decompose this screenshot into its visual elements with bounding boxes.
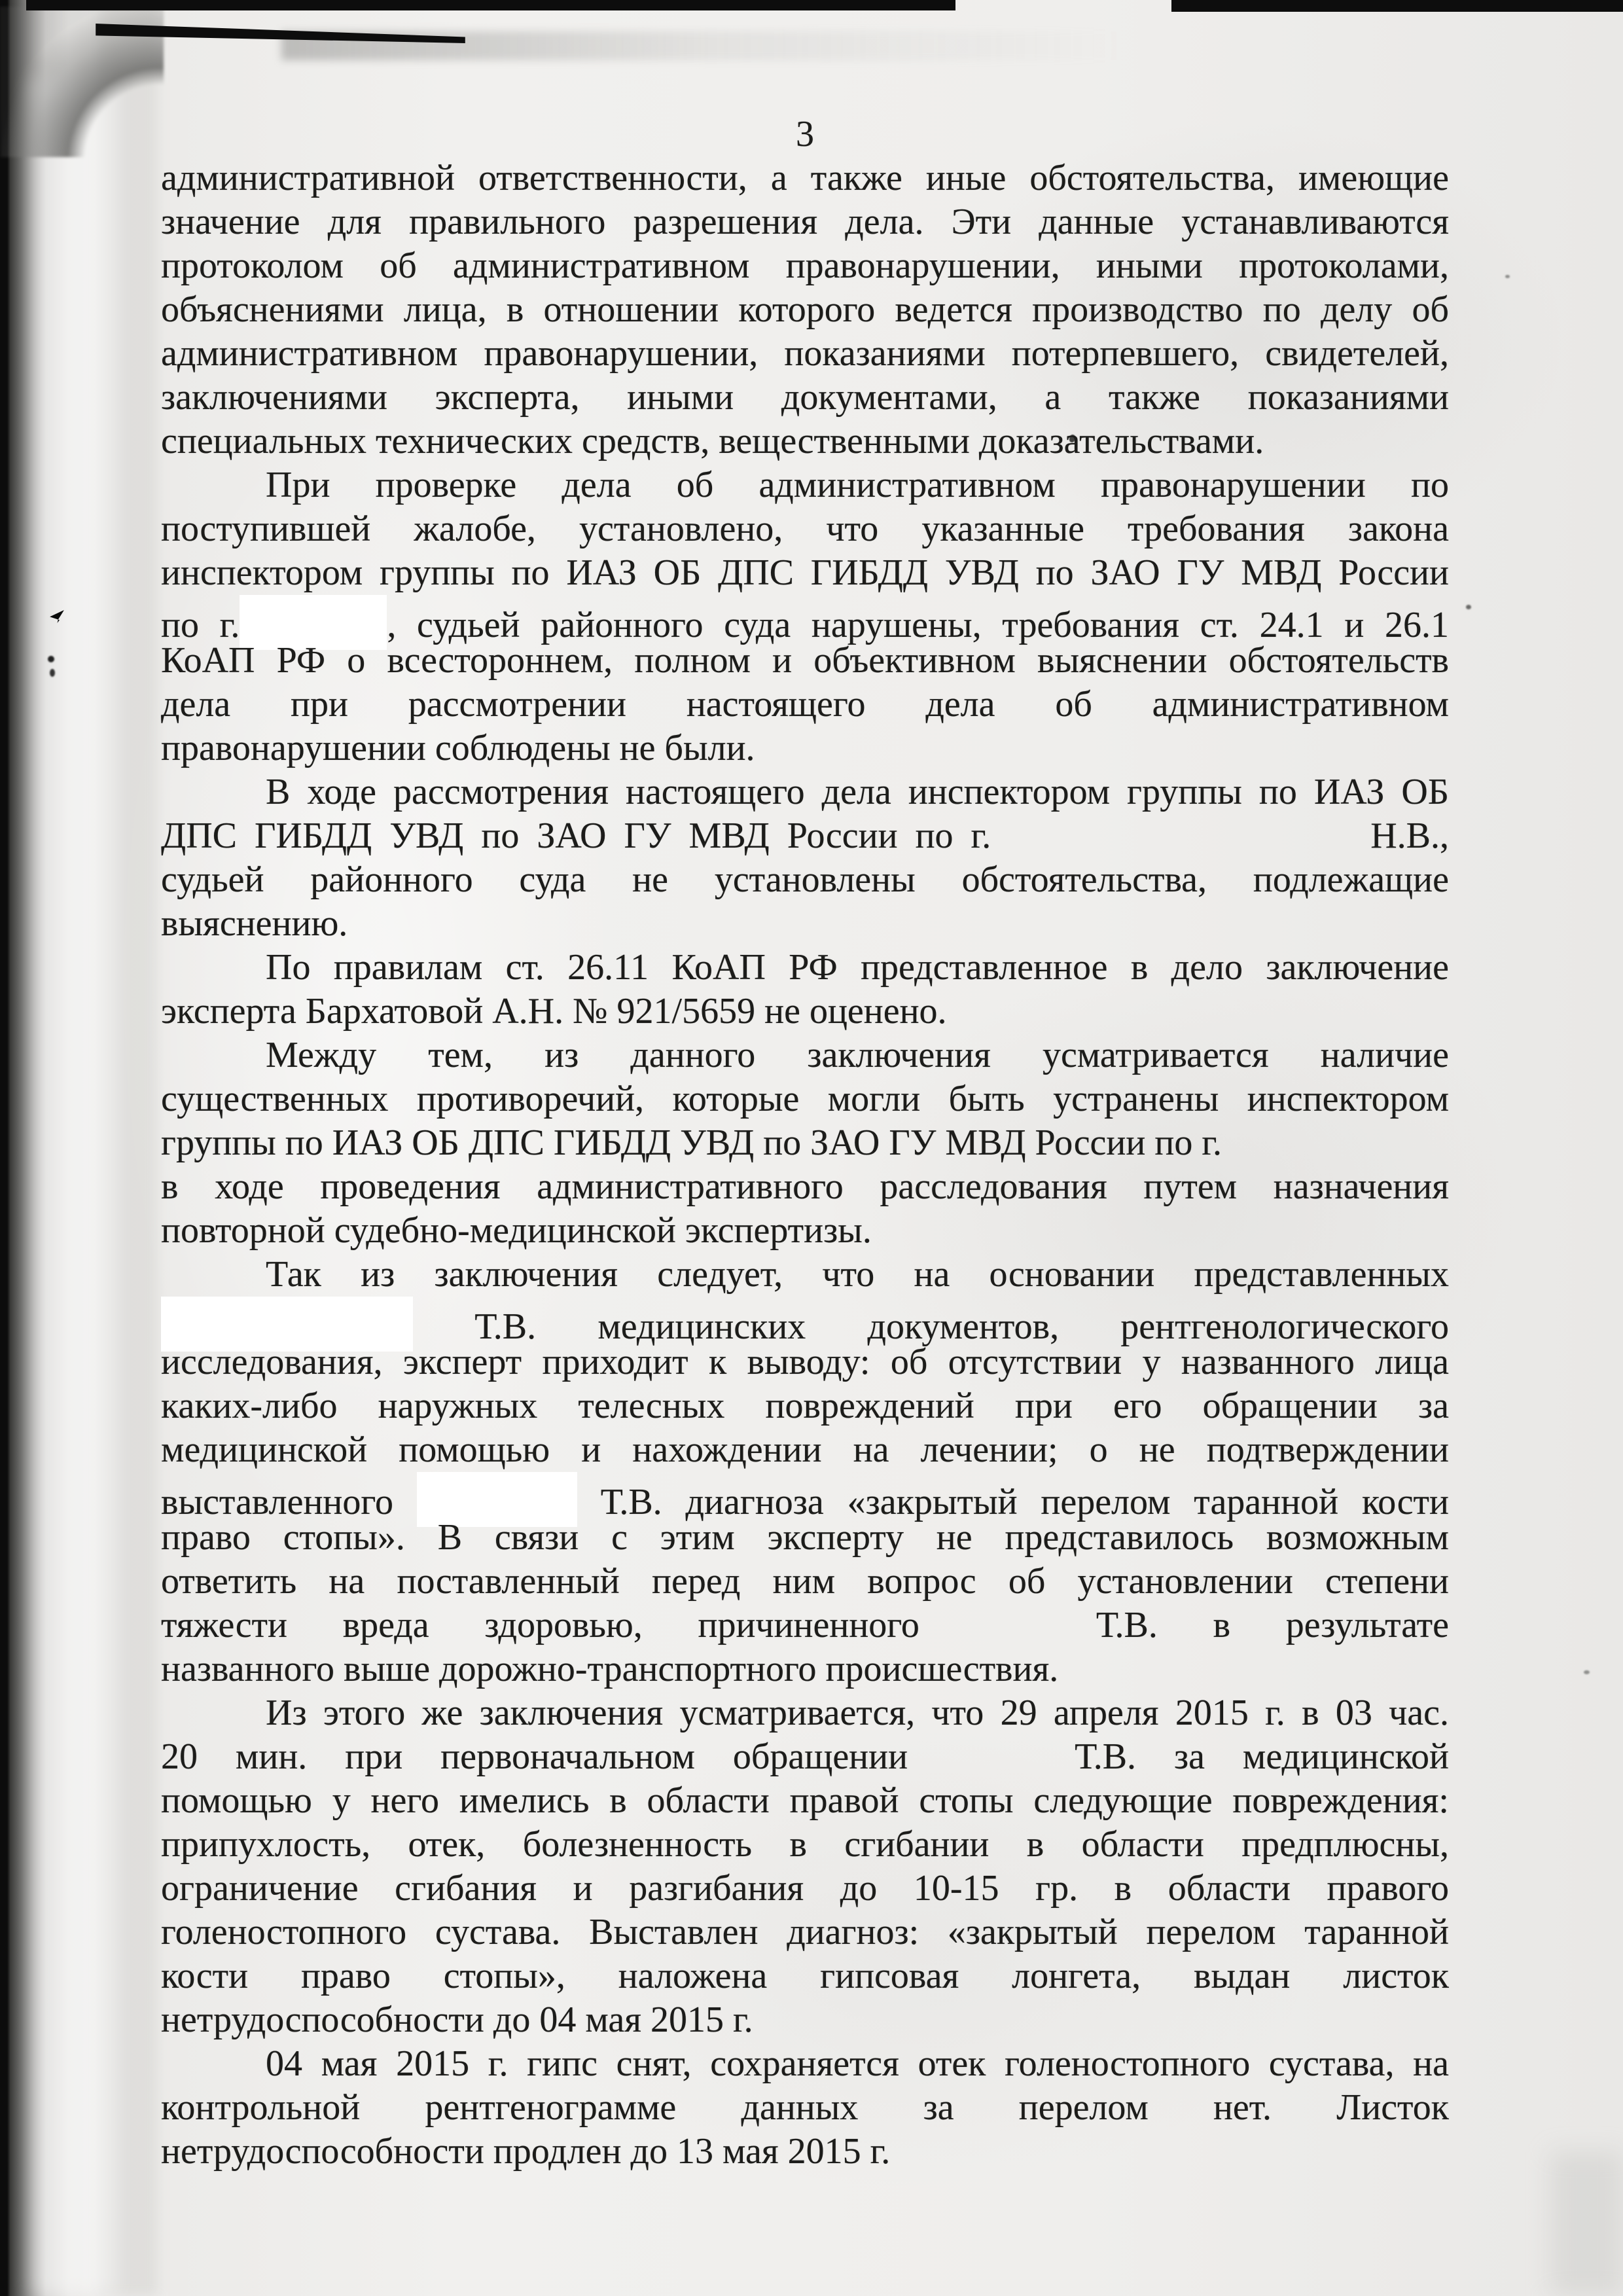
text-line: специальных технических средств, вещественными доказательствами. (161, 421, 1264, 461)
text-line: припухлость, отек, болезненность в сгибании в области предплюсны, (161, 1824, 1449, 1865)
text-line: Так из заключения следует, что на основании представленных (266, 1254, 1449, 1295)
page-number: 3 (796, 114, 814, 154)
text-line: инспектором группы по ИАЗ ОБ ДПС ГИБДД УВД по ЗАО ГУ МВД России (161, 552, 1449, 593)
redaction-gap (991, 847, 1370, 848)
text-line: поступившей жалобе, установлено, что указанные требования закона (161, 509, 1449, 549)
text-line: тяжести вреда здоровью, причиненного Т.В. в результате (161, 1605, 1449, 1645)
paragraph (161, 156, 1449, 463)
margin-ink-dot (48, 656, 54, 662)
text-line: повторной судебно-медицинской экспертизы. (161, 1210, 872, 1251)
text-line: При проверке дела об административном правонарушении по (266, 465, 1449, 505)
paragraph (161, 770, 1449, 946)
paragraph (161, 463, 1449, 770)
paragraph (161, 2042, 1449, 2174)
text-line: исследования, эксперт приходит к выводу: об отсутствии у названного лица (161, 1342, 1449, 1382)
paragraph (161, 946, 1449, 1033)
text-line: административной ответственности, а также иные обстоятельства, имеющие (161, 158, 1449, 198)
text-line: объяснениями лица, в отношении которого ведется производство по делу об (161, 289, 1449, 330)
text-line: в ходе проведения административного расследования путем назначения (161, 1166, 1449, 1207)
text-line: существенных противоречий, которые могли быть устранены инспектором (161, 1079, 1449, 1119)
text-line: нетрудоспособности продлен до 13 мая 2015 г. (161, 2131, 891, 2172)
scan-corner-shade (1551, 2152, 1623, 2296)
text-line: голеностопного сустава. Выставлен диагноз: «закрытый перелом таранной (161, 1912, 1449, 1952)
scan-speck (1505, 275, 1510, 278)
text-line: административном правонарушении, показаниями потерпевшего, свидетелей, (161, 333, 1449, 374)
text-line: 20 мин. при первоначальном обращении Т.В. за медицинской (161, 1736, 1450, 1777)
text-line: медицинской помощью и нахождении на лечении; о не подтверждении (161, 1429, 1449, 1470)
text-line: По правилам ст. 26.11 КоАП РФ представленное в дело заключение (266, 947, 1449, 988)
scan-top-black-band (1171, 0, 1623, 12)
text-line: выяснению. (161, 903, 348, 944)
text-line: ответить на поставленный перед ним вопрос об установлении степени (161, 1561, 1449, 1602)
redaction-gap (919, 1636, 1096, 1637)
scan-top-black-band (26, 0, 955, 10)
text-line: КоАП РФ о всестороннем, полном и объективном выяснении обстоятельств (161, 640, 1449, 681)
text-line: судьей районного суда не установлены обстоятельства, подлежащие (161, 859, 1449, 900)
text-line: заключениями эксперта, иными документами, а также показаниями (161, 377, 1449, 418)
paragraph (161, 1691, 1449, 2042)
text-line: группы по ИАЗ ОБ ДПС ГИБДД УВД по ЗАО ГУ МВД России по г. (161, 1122, 1222, 1163)
margin-ink-dot (50, 669, 55, 677)
text-line: контрольной рентгенограмме данных за перелом нет. Листок (161, 2087, 1449, 2128)
text-line: выставленного Т.В. диагноза «закрытый перелом таранной кости (161, 1472, 1449, 1516)
text-line: Между тем, из данного заключения усматривается наличие (266, 1035, 1449, 1075)
text-line: эксперта Бархатовой А.Н. № 921/5659 не оценено. (161, 991, 947, 1031)
text-line: ограничение сгибания и разгибания до 10-15 гр. в области правого (161, 1868, 1449, 1909)
text-line: право стопы». В связи с этим эксперту не представилось возможным (161, 1517, 1449, 1558)
text-line: помощью у него имелись в области правой стопы следующие повреждения: (161, 1780, 1449, 1821)
text-block (161, 113, 1449, 2174)
text-line: нетрудоспособности до 04 мая 2015 г. (161, 2000, 753, 2040)
text-line: названного выше дорожно-транспортного происшествия. (161, 1649, 1059, 1689)
scan-speck (1584, 1670, 1590, 1674)
text-line: каких-либо наружных телесных повреждений при его обращении за (161, 1386, 1449, 1426)
text-line: дела при рассмотрении настоящего дела об административном (161, 684, 1449, 725)
scan-speck (1466, 605, 1471, 609)
text-line: протоколом об административном правонарушении, иными протоколами, (161, 245, 1449, 286)
text-line: Из этого же заключения усматривается, что 29 апреля 2015 г. в 03 час. (266, 1693, 1449, 1733)
text-line: В ходе рассмотрения настоящего дела инспектором группы по ИАЗ ОБ (266, 772, 1449, 812)
text-line: ДПС ГИБДД УВД по ЗАО ГУ МВД России по г. Н.В., (161, 816, 1449, 856)
paragraph (161, 1033, 1449, 1253)
paragraph (161, 1253, 1449, 1691)
text-line: правонарушении соблюдены не были. (161, 728, 755, 768)
text-line: кости право стопы», наложена гипсовая лонгета, выдан листок (161, 1956, 1449, 1996)
text-line: по г. , судьей районного суда нарушены, требования ст. 24.1 и 26.1 (161, 595, 1449, 639)
text-line: значение для правильного разрешения дела. Эти данные устанавливаются (161, 202, 1449, 242)
scan-bright-band (31, 79, 116, 2296)
text-line: Т.В. медицинских документов, рентгенологического (161, 1297, 1449, 1340)
text-line: 04 мая 2015 г. гипс снят, сохраняется отек голеностопного сустава, на (266, 2043, 1449, 2084)
